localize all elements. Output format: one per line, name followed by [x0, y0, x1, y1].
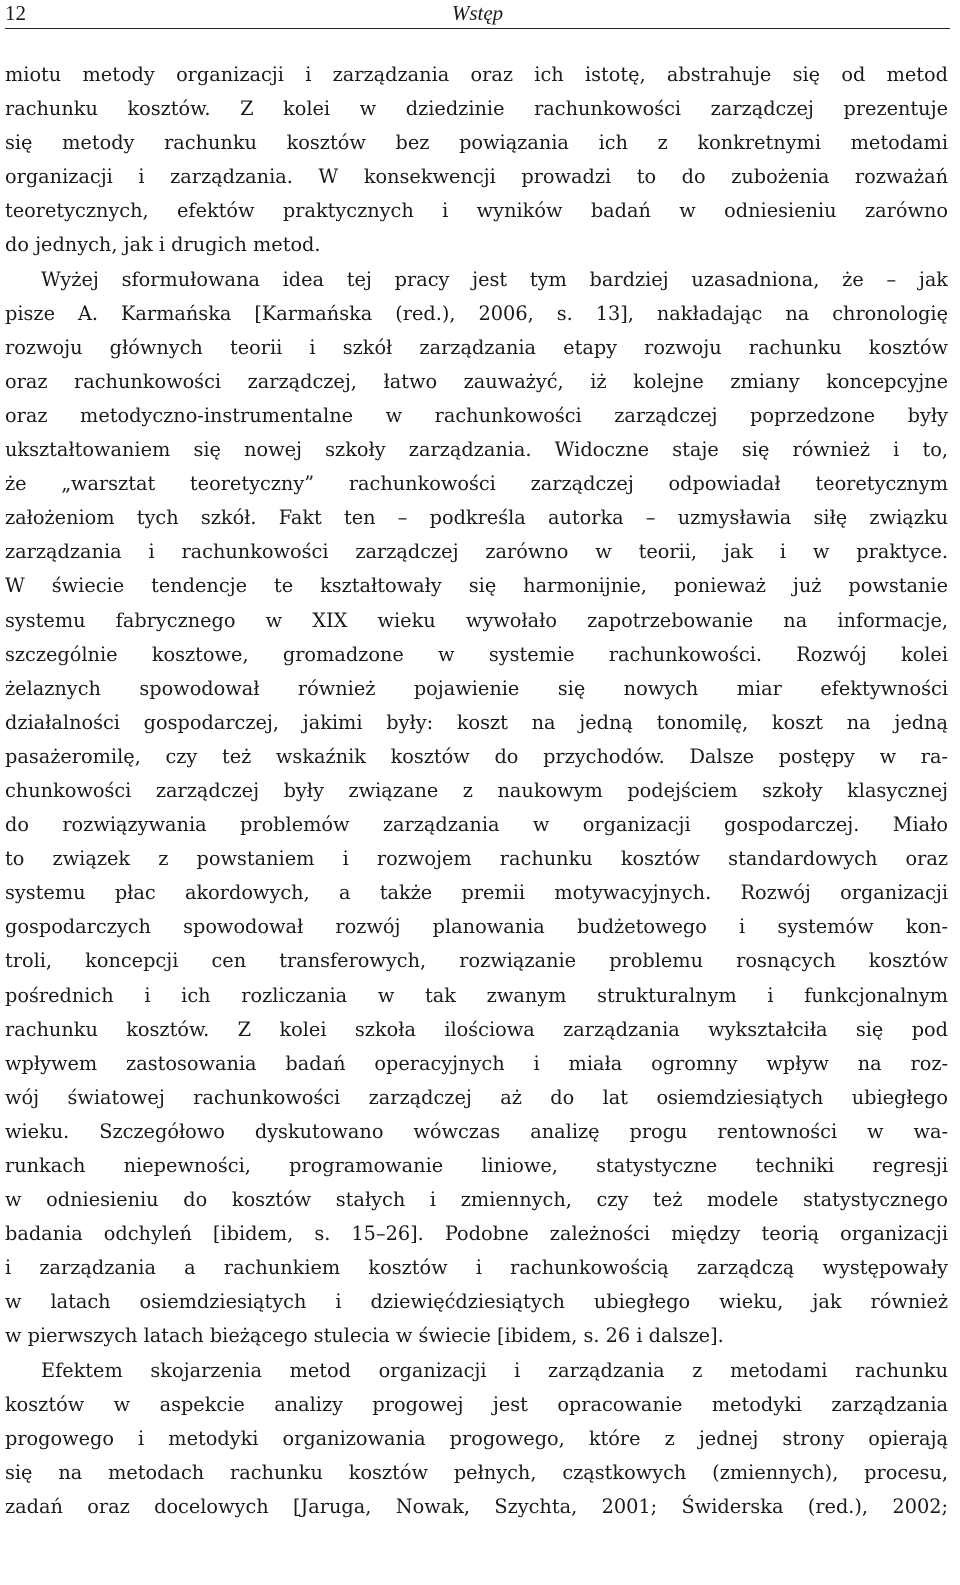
text-line: gospodarczych spowodował rozwój planowania budżetowego i systemów kon- [5, 915, 948, 939]
text-line: wieku. Szczegółowo dyskutowano wówczas analizę progu rentowności w wa- [5, 1119, 948, 1143]
text-line: że „warsztat teoretyczny” rachunkowości zarządczej odpowiadał teoretycznym [5, 472, 948, 496]
body-text [5, 58, 948, 1524]
text-line: wpływem zastosowania badań operacyjnych i miała ogromny wpływ na roz- [5, 1051, 948, 1075]
text-line: się metody rachunku kosztów bez powiązania ich z konkretnymi metodami [5, 131, 948, 155]
text-line: badania odchyleń [ibidem, s. 15–26]. Podobne zależności między teorią organizacji [5, 1222, 948, 1246]
text-line: w latach osiemdziesiątych i dziewięćdziesiątych ubiegłego wieku, jak również [5, 1290, 948, 1314]
text-line: zadań oraz docelowych [Jaruga, Nowak, Szychta, 2001; Świderska (red.), 2002; [5, 1494, 948, 1518]
text-line: do rozwiązywania problemów zarządzania w organizacji gospodarczej. Miało [5, 813, 948, 837]
text-line: oraz metodyczno-instrumentalne w rachunkowości zarządczej poprzedzone były [5, 403, 948, 427]
text-line: zarządzania i rachunkowości zarządczej zarówno w teorii, jak i w praktyce. [5, 540, 948, 564]
running-title: Wstęp [451, 1, 504, 25]
text-line: rachunku kosztów. Z kolei w dziedzinie rachunkowości zarządczej prezentuje [5, 97, 948, 121]
text-line: wój światowej rachunkowości zarządczej aż do lat osiemdziesiątych ubiegłego [5, 1085, 948, 1109]
text-line: pisze A. Karmańska [Karmańska (red.), 2006, s. 13], nakładając na chronologię [5, 301, 948, 325]
paragraph-first-line: Efektem skojarzenia metod organizacji i zarządzania z metodami rachunku [41, 1358, 948, 1382]
text-line: ukształtowaniem się nowej szkoły zarządzania. Widoczne staje się również i to, [5, 438, 948, 462]
text-line: to związek z powstaniem i rozwojem rachunku kosztów standardowych oraz [5, 847, 948, 871]
text-line: kosztów w aspekcie analizy progowej jest opracowanie metodyki zarządzania [5, 1392, 948, 1416]
text-line: działalności gospodarczej, jakimi były: koszt na jedną tonomilę, koszt na jedną [5, 710, 948, 734]
text-line: W świecie tendencje te kształtowały się harmonijnie, ponieważ już powstanie [5, 574, 948, 598]
text-line: runkach niepewności, programowanie liniowe, statystyczne techniki regresji [5, 1154, 948, 1177]
text-line: szczególnie kosztowe, gromadzone w systemie rachunkowości. Rozwój kolei [5, 642, 948, 666]
text-line: chunkowości zarządczej były związane z naukowym podejściem szkoły klasycznej [5, 778, 948, 802]
text-line: założeniom tych szkół. Fakt ten – podkreśla autorka – uzmysławia siłę związku [5, 506, 948, 530]
text-line: miotu metody organizacji i zarządzania oraz ich istotę, abstrahuje się od metod [5, 63, 948, 86]
running-head [5, 0, 950, 29]
text-line: teoretycznych, efektów praktycznych i wyników badań w odniesieniu zarówno [5, 199, 948, 223]
text-line: rachunku kosztów. Z kolei szkoła ilościowa zarządzania wykształciła się pod [5, 1017, 948, 1041]
text-line: systemu płac akordowych, a także premii motywacyjnych. Rozwój organizacji [5, 881, 948, 905]
text-line: rozwoju głównych teorii i szkół zarządzania etapy rozwoju rachunku kosztów [5, 335, 948, 359]
text-line: oraz rachunkowości zarządczej, łatwo zauważyć, iż kolejne zmiany koncepcyjne [5, 369, 948, 393]
text-line: systemu fabrycznego w XIX wieku wywołało zapotrzebowanie na informacje, [5, 608, 948, 632]
text-line: się na metodach rachunku kosztów pełnych, cząstkowych (zmiennych), procesu, [5, 1460, 948, 1484]
text-line: pasażeromilę, czy też wskaźnik kosztów do przychodów. Dalsze postępy w ra- [5, 744, 948, 768]
paragraph-first-line: Wyżej sformułowana idea tej pracy jest tym bardziej uzasadniona, że – jak [41, 267, 948, 291]
text-line: progowego i metodyki organizowania progowego, które z jednej strony opierają [5, 1426, 948, 1450]
text-line: w pierwszych latach bieżącego stulecia w świecie [ibidem, s. 26 i dalsze]. [5, 1324, 724, 1348]
text-line: i zarządzania a rachunkiem kosztów i rachunkowością zarządczą występowały [5, 1256, 948, 1280]
text-line: organizacji i zarządzania. W konsekwencji prowadzi to do zubożenia rozważań [5, 165, 948, 189]
text-line: żelaznych spowodował również pojawienie się nowych miar efektywności [5, 676, 948, 700]
text-line: pośrednich i ich rozliczania w tak zwanym strukturalnym i funkcjonalnym [5, 983, 948, 1007]
text-line: w odniesieniu do kosztów stałych i zmiennych, czy też modele statystycznego [5, 1188, 948, 1212]
text-line: do jednych, jak i drugich metod. [5, 233, 321, 257]
text-line: troli, koncepcji cen transferowych, rozwiązanie problemu rosnących kosztów [5, 949, 948, 973]
page-number: 12 [5, 1, 26, 25]
